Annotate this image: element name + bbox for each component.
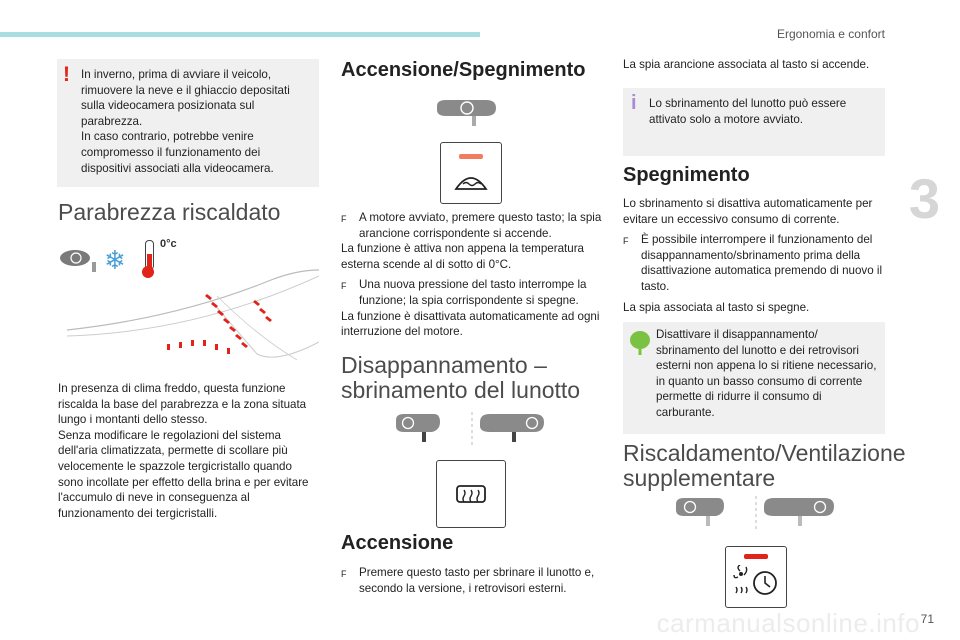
bullet-item bbox=[341, 277, 603, 308]
info-text: Lo sbrinamento del lunotto può essere attivato solo a motore avviato. bbox=[649, 97, 847, 126]
bullet-text: Una nuova pressione del tasto interrompe la funzione; la spia corrispondente si spegne. bbox=[359, 278, 587, 307]
eco-box bbox=[623, 322, 885, 434]
heading-switch-off: Spegnimento bbox=[623, 164, 750, 186]
thermometer-icon bbox=[142, 240, 156, 278]
page-number: 71 bbox=[920, 612, 934, 626]
watermark: carmanualsonline.info bbox=[656, 608, 920, 638]
warning-box bbox=[57, 59, 319, 187]
bullet-marker: F bbox=[623, 236, 629, 247]
paragraph: La spia associata al tasto si spegne. bbox=[623, 300, 810, 314]
eco-tree-icon bbox=[629, 330, 651, 356]
info-box bbox=[623, 88, 885, 156]
red-led-indicator bbox=[744, 554, 768, 559]
heading-defrost-rear-window: Disappannamento – sbrinamento del lunotto bbox=[341, 352, 581, 403]
switch-off-text-block bbox=[623, 196, 888, 315]
mirrors-illustration bbox=[674, 496, 844, 532]
bullet-text: A motore avviato, premere questo tasto; la spia arancione corrispondente si accende. bbox=[359, 211, 602, 240]
paragraph: La funzione è attiva non appena la temperatura esterna scende al di sotto di 0°C. bbox=[341, 242, 584, 271]
activation-text-block bbox=[341, 565, 603, 596]
heated-windshield-button[interactable] bbox=[440, 142, 502, 204]
mirror-illustration bbox=[434, 98, 498, 128]
bullet-marker: F bbox=[341, 214, 347, 224]
bullet-item bbox=[623, 232, 888, 294]
indicator-lights-text: La spia arancione associata al tasto si accende. bbox=[623, 58, 870, 71]
auxiliary-heating-button[interactable] bbox=[725, 546, 787, 608]
on-off-text-block bbox=[341, 210, 603, 340]
heating-ventilation-timer-icon bbox=[732, 565, 780, 601]
eco-text: Disattivare il disappannamento/ sbrinamento del lunotto e dei retrovisori esterni non appena lo si ritiene necessario, in quanto un basso consumo di corrente permette di ridurre il consumo di carburante. bbox=[656, 328, 877, 419]
bullet-item bbox=[341, 210, 603, 241]
section-heading-heated-windshield: Parabrezza riscaldato bbox=[58, 199, 281, 225]
bullet-marker: F bbox=[341, 281, 347, 292]
bullet-text: È possibile interrompere il funzionamento del disappannamento/sbrinamento prima della disattivazione automatica premendo di nuovo il tasto. bbox=[641, 233, 883, 293]
accent-bar bbox=[0, 32, 480, 37]
orange-led-indicator bbox=[459, 154, 483, 159]
bullet-marker: F bbox=[341, 569, 347, 579]
chapter-tab-number: 3 bbox=[908, 167, 940, 230]
heated-windshield-icon bbox=[453, 169, 489, 193]
bullet-text: Premere questo tasto per sbrinare il lunotto e, secondo la versione, i retrovisori esterni. bbox=[359, 566, 595, 595]
heading-activation: Accensione bbox=[341, 532, 454, 554]
heated-windshield-illustration bbox=[57, 236, 319, 366]
info-icon: i bbox=[631, 92, 637, 114]
paragraph: Lo sbrinamento si disattiva automaticamente per evitare un eccessivo consumo di corrente. bbox=[623, 197, 873, 226]
rear-defrost-button[interactable] bbox=[436, 460, 506, 528]
bullet-item bbox=[341, 565, 603, 596]
paragraph: La funzione è disattivata automaticamente ad ogni interruzione del motore. bbox=[341, 309, 600, 339]
heated-windshield-description: In presenza di clima freddo, questa funzione riscalda la base del parabrezza e la zona situata lungo i montanti dello stesso. Senza modificare le regolazioni del sistema dell'aria climatizzata, permette di scollare più velocemente le spazzole tergicristallo quando sono incollate per effetto della brina e per evitare l'accumulo di neve in conseguenza al funzionamento dei tergicristalli. bbox=[58, 382, 309, 520]
mirrors-illustration bbox=[394, 412, 554, 448]
heading-on-off: Accensione/Spegnimento bbox=[341, 59, 586, 81]
chapter-title: Ergonomia e confort bbox=[776, 27, 885, 41]
snowflake-icon: ❄ bbox=[104, 245, 126, 275]
warning-icon: ! bbox=[63, 63, 70, 86]
temperature-label: 0°c bbox=[160, 238, 177, 250]
rear-defrost-icon bbox=[455, 483, 487, 507]
warning-text: In inverno, prima di avviare il veicolo, rimuovere la neve e il ghiaccio depositati sulla videocamera posizionata sul parabrezza. In caso contrario, potrebbe venire compromesso il funzionamento dei dispositivi associati alla videocamera. bbox=[81, 68, 290, 175]
heading-auxiliary-heating: Riscaldamento/Ventilazione supplementare bbox=[623, 440, 906, 491]
